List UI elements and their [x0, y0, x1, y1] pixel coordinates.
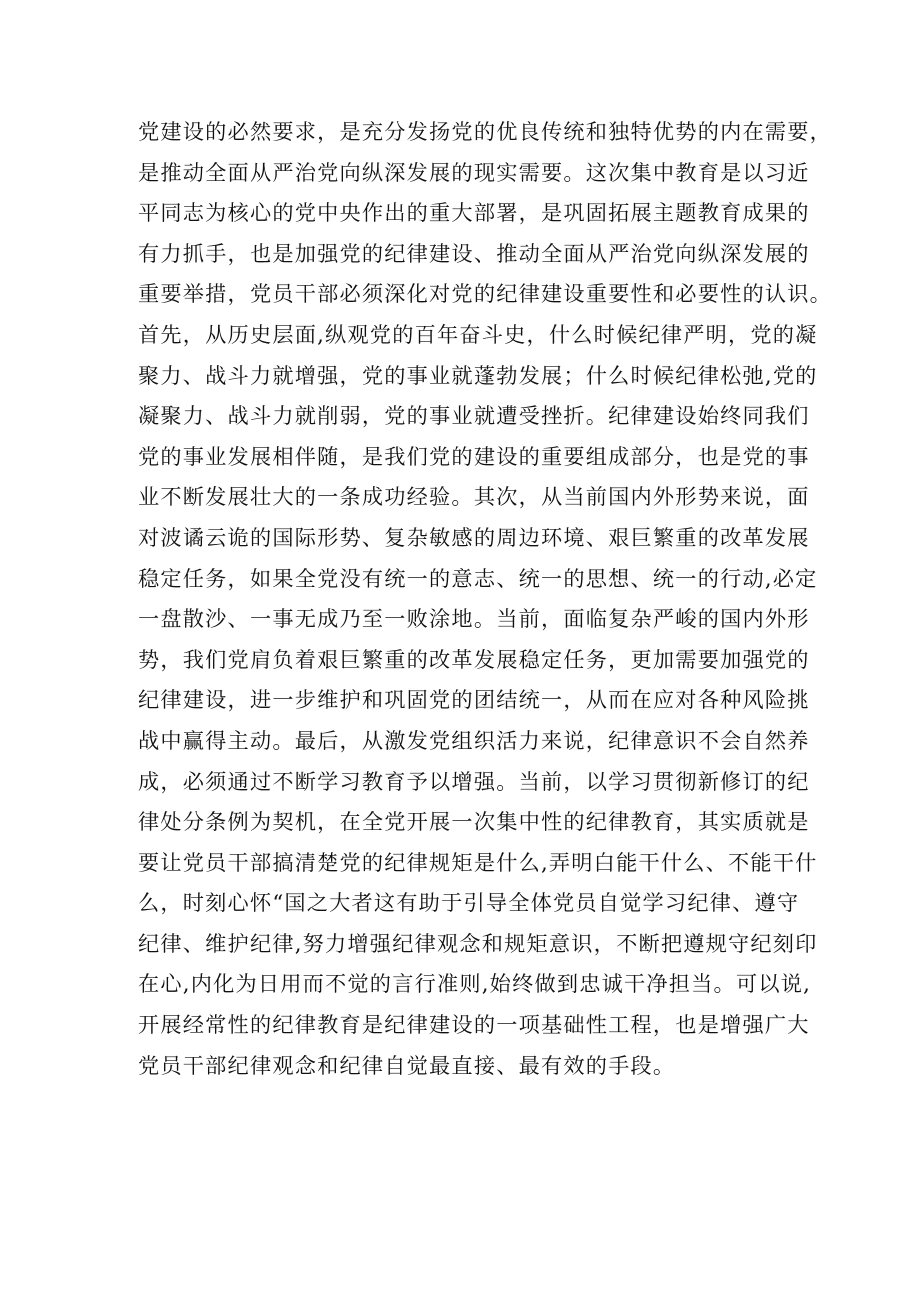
body-paragraph [138, 112, 833, 1086]
text-line: 党员干部纪律观念和纪律自觉最直接、最有效的手段。 [138, 1052, 676, 1078]
text-line: 有力抓手，也是加强党的纪律建设、推动全面从严治党向纵深发展的 [138, 240, 810, 266]
text-line: 党的事业发展相伴随，是我们党的建设的重要组成部分，也是党的事 [138, 443, 810, 469]
text-line: 重要举措，党员干部必须深化对党的纪律建设重要性和必要性的认识。 [138, 281, 833, 307]
text-line: 战中赢得主动。最后，从激发党组织活力来说，纪律意识不会自然养 [138, 727, 810, 753]
text-line: 凝聚力、战斗力就削弱，党的事业就遭受挫折。纪律建设始终同我们 [138, 403, 810, 429]
text-line: 开展经常性的纪律教育是纪律建设的一项基础性工程，也是增强广大 [138, 1012, 810, 1038]
text-line: 一盘散沙、一事无成乃至一败涂地。当前，面临复杂严峻的国内外形 [138, 606, 810, 632]
text-line: 党建设的必然要求，是充分发扬党的优良传统和独特优势的内在需要， [138, 119, 833, 144]
text-line: 稳定任务，如果全党没有统一的意志、统一的思想、统一的行动,必定 [138, 565, 818, 591]
text-line: 业不断发展壮大的一条成功经验。其次，从当前国内外形势来说，面 [138, 484, 810, 510]
text-line: 纪律建设，进一步维护和巩固党的团结统一，从而在应对各种风险挑 [138, 687, 810, 713]
text-line: 律处分条例为契机，在全党开展一次集中性的纪律教育，其实质就是 [138, 809, 810, 835]
text-line: 要让党员干部搞清楚党的纪律规矩是什么,弄明白能干什么、不能干什 [138, 849, 818, 875]
text-line: 聚力、战斗力就增强，党的事业就蓬勃发展；什么时候纪律松弛,党的 [138, 362, 818, 388]
text-line: 平同志为核心的党中央作出的重大部署，是巩固拓展主题教育成果的 [138, 200, 810, 226]
text-line: 在心,内化为日用而不觉的言行准则,始终做到忠诚干净担当。可以说, [138, 971, 812, 997]
text-line: 纪律、维护纪律,努力增强纪律观念和规矩意识，不断把遵规守纪刻印 [138, 930, 818, 956]
text-line: 势，我们党肩负着艰巨繁重的改革发展稳定任务，更加需要加强党的 [138, 646, 810, 672]
text-line: 首先，从历史层面,纵观党的百年奋斗史，什么时候纪律严明，党的凝 [138, 321, 818, 347]
text-line: 成，必须通过不断学习教育予以增强。当前，以学习贯彻新修订的纪 [138, 768, 810, 794]
text-line: 是推动全面从严治党向纵深发展的现实需要。这次集中教育是以习近 [138, 159, 810, 185]
text-line: 对波谲云诡的国际形势、复杂敏感的周边环境、艰巨繁重的改革发展 [138, 524, 810, 550]
text-line: 么，时刻心怀“国之大者这有助于引导全体党员自觉学习纪律、遵守 [138, 890, 800, 916]
